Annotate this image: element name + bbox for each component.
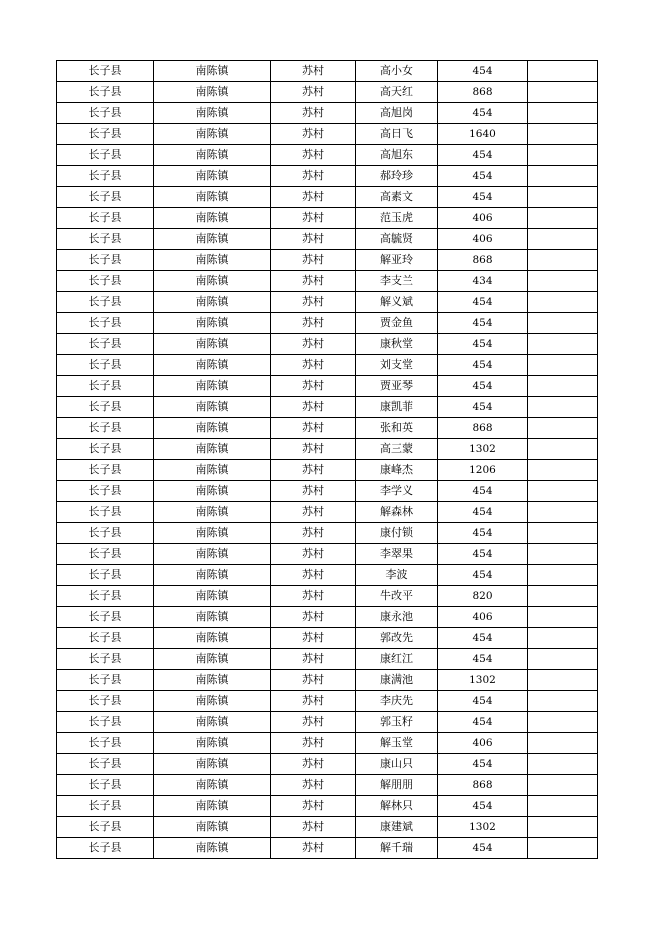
name-cell: 李波 — [356, 565, 438, 586]
village-cell: 苏村 — [271, 166, 356, 187]
note-cell — [528, 145, 598, 166]
name-cell: 解林只 — [356, 796, 438, 817]
amount-cell: 454 — [438, 376, 528, 397]
note-cell — [528, 712, 598, 733]
town-cell: 南陈镇 — [154, 292, 271, 313]
table-row — [57, 544, 598, 565]
village-cell: 苏村 — [271, 607, 356, 628]
village-cell: 苏村 — [271, 754, 356, 775]
note-cell — [528, 565, 598, 586]
town-cell: 南陈镇 — [154, 691, 271, 712]
county-cell: 长子县 — [57, 334, 154, 355]
village-cell: 苏村 — [271, 61, 356, 82]
table-row — [57, 628, 598, 649]
note-cell — [528, 103, 598, 124]
table-row — [57, 691, 598, 712]
county-cell: 长子县 — [57, 124, 154, 145]
county-cell: 长子县 — [57, 313, 154, 334]
county-cell: 长子县 — [57, 565, 154, 586]
name-cell: 康满池 — [356, 670, 438, 691]
table-row — [57, 838, 598, 859]
county-cell: 长子县 — [57, 796, 154, 817]
village-cell: 苏村 — [271, 565, 356, 586]
name-cell: 解千瑞 — [356, 838, 438, 859]
amount-cell: 454 — [438, 355, 528, 376]
note-cell — [528, 208, 598, 229]
village-cell: 苏村 — [271, 313, 356, 334]
village-cell: 苏村 — [271, 670, 356, 691]
note-cell — [528, 733, 598, 754]
name-cell: 贾亚琴 — [356, 376, 438, 397]
village-cell: 苏村 — [271, 439, 356, 460]
table-row — [57, 271, 598, 292]
table-row — [57, 82, 598, 103]
town-cell: 南陈镇 — [154, 61, 271, 82]
town-cell: 南陈镇 — [154, 607, 271, 628]
amount-cell: 406 — [438, 208, 528, 229]
county-cell: 长子县 — [57, 166, 154, 187]
note-cell — [528, 775, 598, 796]
village-cell: 苏村 — [271, 124, 356, 145]
table-row — [57, 250, 598, 271]
village-cell: 苏村 — [271, 82, 356, 103]
county-cell: 长子县 — [57, 649, 154, 670]
table-row — [57, 103, 598, 124]
county-cell: 长子县 — [57, 775, 154, 796]
note-cell — [528, 481, 598, 502]
amount-cell: 454 — [438, 103, 528, 124]
town-cell: 南陈镇 — [154, 502, 271, 523]
table-row — [57, 565, 598, 586]
name-cell: 解朋朋 — [356, 775, 438, 796]
county-cell: 长子县 — [57, 670, 154, 691]
note-cell — [528, 61, 598, 82]
amount-cell: 454 — [438, 187, 528, 208]
village-cell: 苏村 — [271, 817, 356, 838]
name-cell: 康山只 — [356, 754, 438, 775]
county-cell: 长子县 — [57, 838, 154, 859]
village-cell: 苏村 — [271, 229, 356, 250]
note-cell — [528, 376, 598, 397]
name-cell: 李庆先 — [356, 691, 438, 712]
town-cell: 南陈镇 — [154, 712, 271, 733]
town-cell: 南陈镇 — [154, 187, 271, 208]
amount-cell: 454 — [438, 754, 528, 775]
amount-cell: 454 — [438, 292, 528, 313]
county-cell: 长子县 — [57, 712, 154, 733]
note-cell — [528, 439, 598, 460]
village-cell: 苏村 — [271, 271, 356, 292]
town-cell: 南陈镇 — [154, 82, 271, 103]
village-cell: 苏村 — [271, 292, 356, 313]
town-cell: 南陈镇 — [154, 250, 271, 271]
name-cell: 李支兰 — [356, 271, 438, 292]
village-cell: 苏村 — [271, 838, 356, 859]
table-row — [57, 313, 598, 334]
county-cell: 长子县 — [57, 187, 154, 208]
table-row — [57, 418, 598, 439]
amount-cell: 1206 — [438, 460, 528, 481]
amount-cell: 868 — [438, 775, 528, 796]
name-cell: 郭改先 — [356, 628, 438, 649]
village-cell: 苏村 — [271, 544, 356, 565]
town-cell: 南陈镇 — [154, 439, 271, 460]
town-cell: 南陈镇 — [154, 481, 271, 502]
county-cell: 长子县 — [57, 523, 154, 544]
amount-cell: 454 — [438, 544, 528, 565]
amount-cell: 454 — [438, 166, 528, 187]
name-cell: 康凯菲 — [356, 397, 438, 418]
county-cell: 长子县 — [57, 754, 154, 775]
town-cell: 南陈镇 — [154, 103, 271, 124]
name-cell: 解玉堂 — [356, 733, 438, 754]
table-row — [57, 523, 598, 544]
note-cell — [528, 754, 598, 775]
county-cell: 长子县 — [57, 544, 154, 565]
village-cell: 苏村 — [271, 628, 356, 649]
county-cell: 长子县 — [57, 82, 154, 103]
name-cell: 牛改平 — [356, 586, 438, 607]
town-cell: 南陈镇 — [154, 838, 271, 859]
amount-cell: 454 — [438, 145, 528, 166]
village-cell: 苏村 — [271, 187, 356, 208]
village-cell: 苏村 — [271, 775, 356, 796]
note-cell — [528, 502, 598, 523]
village-cell: 苏村 — [271, 586, 356, 607]
county-cell: 长子县 — [57, 271, 154, 292]
name-cell: 高日飞 — [356, 124, 438, 145]
note-cell — [528, 166, 598, 187]
name-cell: 郝玲珍 — [356, 166, 438, 187]
table-row — [57, 754, 598, 775]
table-row — [57, 586, 598, 607]
amount-cell: 454 — [438, 649, 528, 670]
table-row — [57, 796, 598, 817]
county-cell: 长子县 — [57, 355, 154, 376]
name-cell: 高天红 — [356, 82, 438, 103]
note-cell — [528, 796, 598, 817]
table-row — [57, 460, 598, 481]
county-cell: 长子县 — [57, 733, 154, 754]
amount-cell: 454 — [438, 628, 528, 649]
amount-cell: 406 — [438, 229, 528, 250]
name-cell: 康付锁 — [356, 523, 438, 544]
table-row — [57, 649, 598, 670]
village-cell: 苏村 — [271, 502, 356, 523]
town-cell: 南陈镇 — [154, 124, 271, 145]
amount-cell: 454 — [438, 712, 528, 733]
name-cell: 郭玉籽 — [356, 712, 438, 733]
name-cell: 康红江 — [356, 649, 438, 670]
note-cell — [528, 313, 598, 334]
note-cell — [528, 523, 598, 544]
town-cell: 南陈镇 — [154, 817, 271, 838]
county-cell: 长子县 — [57, 586, 154, 607]
amount-cell: 868 — [438, 250, 528, 271]
amount-cell: 454 — [438, 523, 528, 544]
note-cell — [528, 649, 598, 670]
note-cell — [528, 607, 598, 628]
table-row — [57, 166, 598, 187]
town-cell: 南陈镇 — [154, 670, 271, 691]
village-cell: 苏村 — [271, 208, 356, 229]
table-row — [57, 439, 598, 460]
name-cell: 解森林 — [356, 502, 438, 523]
county-cell: 长子县 — [57, 418, 154, 439]
table-row — [57, 733, 598, 754]
table-row — [57, 208, 598, 229]
county-cell: 长子县 — [57, 817, 154, 838]
table-row — [57, 712, 598, 733]
note-cell — [528, 460, 598, 481]
amount-cell: 454 — [438, 481, 528, 502]
village-cell: 苏村 — [271, 376, 356, 397]
town-cell: 南陈镇 — [154, 796, 271, 817]
note-cell — [528, 82, 598, 103]
amount-cell: 434 — [438, 271, 528, 292]
amount-cell: 406 — [438, 733, 528, 754]
name-cell: 贾金鱼 — [356, 313, 438, 334]
town-cell: 南陈镇 — [154, 649, 271, 670]
county-cell: 长子县 — [57, 628, 154, 649]
amount-cell: 454 — [438, 796, 528, 817]
name-cell: 高素文 — [356, 187, 438, 208]
amount-cell: 454 — [438, 61, 528, 82]
table-row — [57, 775, 598, 796]
county-cell: 长子县 — [57, 439, 154, 460]
town-cell: 南陈镇 — [154, 208, 271, 229]
table-row — [57, 376, 598, 397]
county-cell: 长子县 — [57, 229, 154, 250]
town-cell: 南陈镇 — [154, 355, 271, 376]
town-cell: 南陈镇 — [154, 145, 271, 166]
town-cell: 南陈镇 — [154, 544, 271, 565]
amount-cell: 868 — [438, 82, 528, 103]
county-cell: 长子县 — [57, 145, 154, 166]
name-cell: 康永池 — [356, 607, 438, 628]
name-cell: 高三蒙 — [356, 439, 438, 460]
table-row — [57, 61, 598, 82]
amount-cell: 1640 — [438, 124, 528, 145]
table-row — [57, 292, 598, 313]
county-cell: 长子县 — [57, 376, 154, 397]
table-row — [57, 502, 598, 523]
note-cell — [528, 817, 598, 838]
note-cell — [528, 334, 598, 355]
amount-cell: 454 — [438, 502, 528, 523]
county-cell: 长子县 — [57, 208, 154, 229]
village-cell: 苏村 — [271, 796, 356, 817]
village-cell: 苏村 — [271, 481, 356, 502]
name-cell: 李翠果 — [356, 544, 438, 565]
county-cell: 长子县 — [57, 460, 154, 481]
note-cell — [528, 418, 598, 439]
county-cell: 长子县 — [57, 61, 154, 82]
town-cell: 南陈镇 — [154, 418, 271, 439]
village-cell: 苏村 — [271, 691, 356, 712]
note-cell — [528, 250, 598, 271]
town-cell: 南陈镇 — [154, 754, 271, 775]
amount-cell: 1302 — [438, 670, 528, 691]
name-cell: 康峰杰 — [356, 460, 438, 481]
name-cell: 解亚玲 — [356, 250, 438, 271]
village-cell: 苏村 — [271, 733, 356, 754]
village-cell: 苏村 — [271, 649, 356, 670]
note-cell — [528, 544, 598, 565]
county-cell: 长子县 — [57, 397, 154, 418]
amount-cell: 454 — [438, 691, 528, 712]
table-body — [57, 61, 598, 859]
note-cell — [528, 229, 598, 250]
name-cell: 康秋堂 — [356, 334, 438, 355]
note-cell — [528, 187, 598, 208]
data-table — [56, 60, 598, 859]
amount-cell: 1302 — [438, 439, 528, 460]
table-row — [57, 607, 598, 628]
town-cell: 南陈镇 — [154, 460, 271, 481]
name-cell: 高小女 — [356, 61, 438, 82]
table-row — [57, 145, 598, 166]
name-cell: 李学义 — [356, 481, 438, 502]
note-cell — [528, 271, 598, 292]
note-cell — [528, 691, 598, 712]
village-cell: 苏村 — [271, 418, 356, 439]
amount-cell: 820 — [438, 586, 528, 607]
name-cell: 高旭岗 — [356, 103, 438, 124]
name-cell: 康建斌 — [356, 817, 438, 838]
county-cell: 长子县 — [57, 103, 154, 124]
note-cell — [528, 124, 598, 145]
table-row — [57, 229, 598, 250]
town-cell: 南陈镇 — [154, 397, 271, 418]
table-row — [57, 397, 598, 418]
town-cell: 南陈镇 — [154, 733, 271, 754]
village-cell: 苏村 — [271, 334, 356, 355]
note-cell — [528, 586, 598, 607]
town-cell: 南陈镇 — [154, 523, 271, 544]
amount-cell: 868 — [438, 418, 528, 439]
village-cell: 苏村 — [271, 460, 356, 481]
village-cell: 苏村 — [271, 355, 356, 376]
name-cell: 范玉虎 — [356, 208, 438, 229]
town-cell: 南陈镇 — [154, 313, 271, 334]
town-cell: 南陈镇 — [154, 628, 271, 649]
table-row — [57, 817, 598, 838]
county-cell: 长子县 — [57, 481, 154, 502]
village-cell: 苏村 — [271, 712, 356, 733]
village-cell: 苏村 — [271, 523, 356, 544]
village-cell: 苏村 — [271, 145, 356, 166]
table-row — [57, 670, 598, 691]
name-cell: 解义斌 — [356, 292, 438, 313]
amount-cell: 454 — [438, 565, 528, 586]
town-cell: 南陈镇 — [154, 376, 271, 397]
note-cell — [528, 670, 598, 691]
table-row — [57, 187, 598, 208]
village-cell: 苏村 — [271, 397, 356, 418]
town-cell: 南陈镇 — [154, 565, 271, 586]
village-cell: 苏村 — [271, 250, 356, 271]
amount-cell: 1302 — [438, 817, 528, 838]
note-cell — [528, 355, 598, 376]
town-cell: 南陈镇 — [154, 586, 271, 607]
town-cell: 南陈镇 — [154, 271, 271, 292]
county-cell: 长子县 — [57, 292, 154, 313]
amount-cell: 454 — [438, 334, 528, 355]
note-cell — [528, 397, 598, 418]
town-cell: 南陈镇 — [154, 229, 271, 250]
note-cell — [528, 628, 598, 649]
town-cell: 南陈镇 — [154, 775, 271, 796]
county-cell: 长子县 — [57, 691, 154, 712]
name-cell: 刘支堂 — [356, 355, 438, 376]
name-cell: 高旭东 — [356, 145, 438, 166]
amount-cell: 406 — [438, 607, 528, 628]
town-cell: 南陈镇 — [154, 166, 271, 187]
amount-cell: 454 — [438, 397, 528, 418]
county-cell: 长子县 — [57, 607, 154, 628]
amount-cell: 454 — [438, 838, 528, 859]
table-row — [57, 355, 598, 376]
name-cell: 张和英 — [356, 418, 438, 439]
name-cell: 高毓贤 — [356, 229, 438, 250]
table-row — [57, 481, 598, 502]
amount-cell: 454 — [438, 313, 528, 334]
table-row — [57, 334, 598, 355]
county-cell: 长子县 — [57, 250, 154, 271]
county-cell: 长子县 — [57, 502, 154, 523]
table-row — [57, 124, 598, 145]
village-cell: 苏村 — [271, 103, 356, 124]
note-cell — [528, 292, 598, 313]
town-cell: 南陈镇 — [154, 334, 271, 355]
note-cell — [528, 838, 598, 859]
